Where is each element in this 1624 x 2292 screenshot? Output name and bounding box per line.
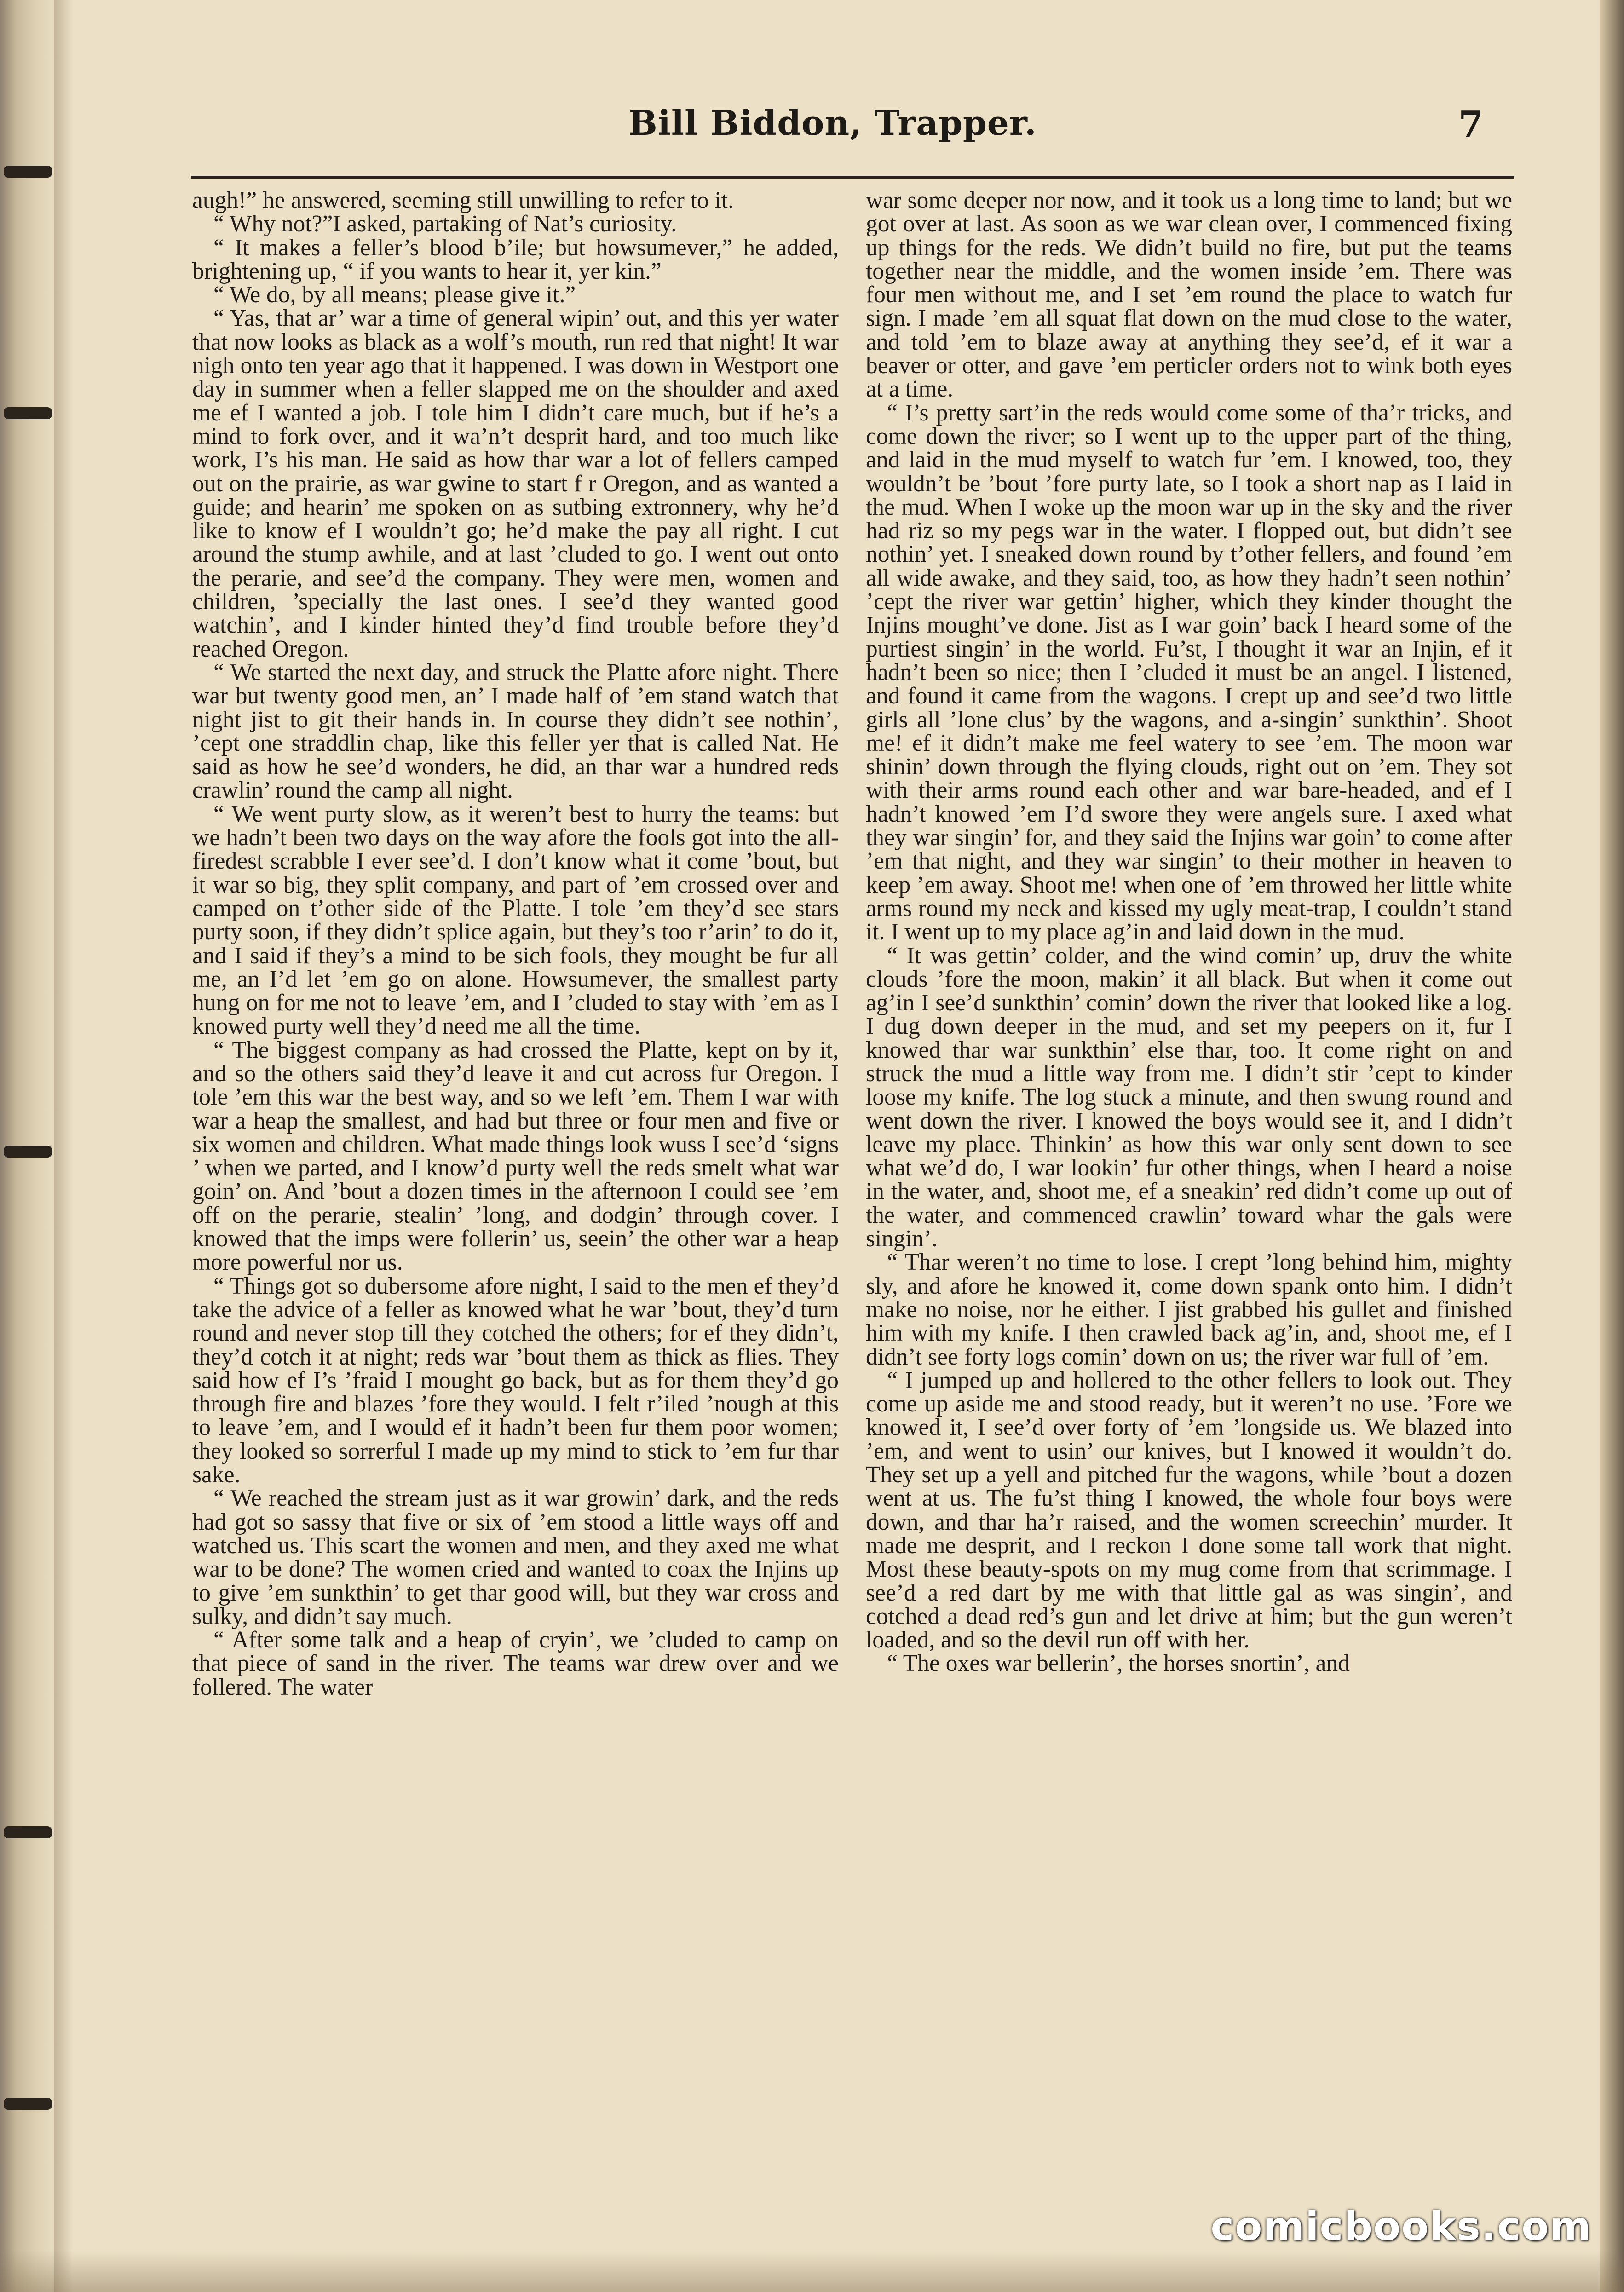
paragraph: “ Thar weren’t no time to lose. I crept ’long behind him, mighty sly, and afore he knowed it, come down spank onto him. I didn’t make no noise, nor he either. I jist grabbed his gullet and finished him with my knife. I then crawled back ag’in, and, shoot me, ef I didn’t see forty logs comin’ down on us; the river war full of ’em.	[866, 1249, 1512, 1370]
paragraph: “ The biggest company as had crossed the Platte, kept on by it, and so the others said they’d leave it and cut across fur Oregon. I tole ’em this war the best way, and so we left ’em. Them I war with war a heap the smallest, and had but three or four men and five or six women and children. What made things look wuss I see’d ‘signs ’ when we parted, and I know’d purty well the reds smelt what war goin’ on. And ’bout a dozen times in the afternoon I could see ’em off on the perarie, stealin’ ’long, and dodgin’ through cover. I knowed that the imps were follerin’ us, seein’ the other war a heap more powerful nor us.	[192, 1037, 839, 1276]
paragraph: “ Things got so dubersome afore night, I said to the men ef they’d take the advice of a feller as knowed what he war ’bout, they’d turn round and never stop till they cotched the others; for ef they didn’t, they’d cotch it at night; reds war ’bout them as thick as flies. They said how ef I’s ’fraid I mought go back, but as for them they’d go through fire and blazes ’fore they would. I felt r’iled ’nough at this to leave ’em, and I would ef it hadn’t been fur them poor women; they looked so sorrerful I made up my mind to stick to ’em fur thar sake.	[192, 1273, 839, 1488]
binding-staple	[4, 166, 52, 178]
paragraph: augh!” he answered, seeming still unwilling to refer to it.	[192, 189, 734, 213]
paragraph: “ Why not?”I asked, partaking of Nat’s curiosity.	[213, 211, 677, 237]
binding-staple	[4, 1826, 52, 1838]
text-column-right	[866, 189, 1512, 2144]
paragraph: “ We went purty slow, as it weren’t best to hurry the teams: but we hadn’t been two days on the way afore the fools got into the all-firedest scrabble I ever see’d. I don’t know what it come ’bout, but it war so big, they split company, and part of ’em crossed over and camped on t’other side of the Platte. I tole ’em they’d see stars purty soon, if they didn’t splice again, but they’s too r’arin’ to do it, and I said if they’s a mind to be sich fools, they mought be fur all me, an I’d let ’em go on alone. Howsumever, the smallest party hung on for me not to leave ’em, and I ’cluded to stay with ’em as I knowed purty well they’d need me all the time.	[192, 800, 839, 1040]
paragraph: “ We do, by all means; please give it.”	[213, 282, 576, 308]
binding-staple	[4, 1146, 52, 1158]
text-column-left	[192, 189, 839, 2144]
page-bottom-shade	[0, 2251, 1624, 2292]
paragraph: “ After some talk and a heap of cryin’, we ’cluded to camp on that piece of sand in the river. The teams war drew over and we follered. The water	[192, 1627, 839, 1700]
header-rule	[191, 176, 1514, 179]
paragraph: “ I jumped up and hollered to the other fellers to look out. They come up aside me and stood ready, but it weren’t no use. ’Fore we knowed it, I see’d over forty of ’em ’longside us. We blazed into ’em, and went to usin’ our knives, but I knowed it wouldn’t do. They set up a yell and pitched fur the wagons, while ’bout a dozen went at us. The fu’st thing I knowed, the whole four boys were down, and thar ha’r raised, and the women screechin’ murder. It made me desprit, and I reckon I done some tall work that night. Most these beauty-spots on my mug come from that scrimmage. I see’d a red dart by me with that little gal as was singin’, and cotched a dead red’s gun and let drive at him; but the gun weren’t loaded, and so the devil run off with her.	[866, 1367, 1512, 1653]
binding-staple	[4, 2098, 52, 2110]
paragraph: “ It was gettin’ colder, and the wind comin’ up, druv the white clouds ’fore the moon, makin’ it all black. But when it come out ag’in I see’d sunkthin’ comin’ down the river that looked like a log. I dug down deeper in the mud, and set my peepers on it, fur I knowed thar war sunkthin’ else thar, too. It come right on and struck the mud a little way from me. I didn’t stir ’cept to kinder loose my knife. The log stuck a minute, and then swung round and went down the river. I knowed the boys would see it, and I didn’t leave my place. Thinkin’ as how this war only sent down to see what we’d do, I war lookin’ fur other things, when I heard a noise in the water, and, shoot me, ef a sneakin’ red didn’t come up out of the water, and commenced crawlin’ toward whar the gals were singin’.	[866, 942, 1512, 1252]
paragraph: “ The oxes war bellerin’, the horses snortin’, and	[887, 1650, 1350, 1677]
page-number: 7	[1458, 104, 1484, 145]
binding-staple	[4, 407, 52, 419]
paragraph: “ It makes a feller’s blood b’ile; but howsumever,” he added, brightening up, “ if you wants to hear it, yer kin.”	[192, 234, 839, 284]
paragraph: “ We reached the stream just as it war growin’ dark, and the reds had got so sassy that five or six of ’em stood a little ways off and watched us. This scart the women and men, and they axed me what war to be done? The women cried and wanted to coax the Injins up to give ’em sunkthin’ to get thar good will, but they war cross and sulky, and didn’t say much.	[192, 1485, 839, 1630]
paragraph: war some deeper nor now, and it took us a long time to land; but we got over at last. As soon as we war clean over, I commenced fixing up things for the reds. We didn’t build no fire, but put the teams together near the middle, and the women inside ’em. There was four men without me, and I set ’em round the place to watch fur sign. I made ’em all squat flat down on the mud close to the water, and told ’em to blaze away at anything they see’d, ef it war a beaver or otter, and gave ’em perticler orders not to wink both eyes at a time.	[866, 189, 1512, 403]
paragraph: “ Yas, that ar’ war a time of general wipin’ out, and this yer water that now looks as black as a wolf’s mouth, run red that night! It war nigh onto ten year ago that it happened. I was down in Westport one day in summer when a feller slapped me on the shoulder and axed me ef I wanted a job. I tole him I didn’t care much, but if he’s a mind to fork over, and it wa’n’t desprit hard, and too much like work, I’s his man. He said as how thar war a lot of fellers camped out on the prairie, as war gwine to start f r Oregon, and as wanted a guide; and hearin’ me spoken on as sutbing extronnery, why he’d like to know ef I wouldn’t go; he’d make the pay all right. I cut around the stump awhile, and at last ’cluded to go. I went out onto the perarie, and see’d the company. They were men, women and children, ’specially the last ones. I see’d they wanted good watchin’, and I kinder hinted they’d find trouble before they’d reached Oregon.	[192, 305, 839, 662]
paragraph: “ We started the next day, and struck the Platte afore night. There war but twenty good men, an’ I made half of ’em stand watch that night jist to git their hands in. In course they didn’t see nothin’, ’cept one straddlin chap, like this feller yer that is called Nat. He said as how he see’d wonders, he did, an thar war a hundred reds crawlin’ round the camp all night.	[192, 659, 839, 804]
site-watermark: comicbooks.com	[1210, 2204, 1592, 2250]
running-title: Bill Biddon, Trapper.	[628, 104, 1037, 143]
gutter-shadow	[54, 0, 73, 2292]
page-right-edge	[1600, 0, 1624, 2292]
paragraph: “ I’s pretty sart’in the reds would come some of tha’r tricks, and come down the river; so I went up to the upper part of the thing, and laid in the mud myself to watch fur ’em. I knowed, too, they wouldn’t be ’bout ’fore purty late, so I took a short nap as I laid in the mud. When I woke up the moon war up in the sky and the river had riz so my pegs war in the water. I flopped out, but didn’t see nothin’ yet. I sneaked down round by t’other fellers, and found ’em all wide awake, and they said, too, as how they hadn’t seen nothin’ ’cept the river war gettin’ higher, which they kinder thought the Injins mought’ve done. Jist as I war goin’ back I heard some of the purtiest singin’ in the world. Fu’st, I thought it war an Injin, ef it hadn’t been so nice; then I ’cluded it must be an angel. I listened, and found it came from the wagons. I crept up and see’d two little girls all ’lone clus’ by the wagons, and a-singin’ sunkthin’. Shoot me! ef it didn’t make me feel watery to see ’em. The moon war shinin’ down through the flying clouds, right out on ’em. They sot with their arms round each other and war bare-headed, and ef I hadn’t knowed ’em I’d swore they were angels sure. I axed what they war singin’ for, and they said the Injins war goin’ to come after ’em that night, and they war singin’ to their mother in heaven to keep ’em away. Shoot me! when one of ’em throwed her little white arms round my neck and kissed my ugly meat-trap, I couldn’t stand it. I went up to my place ag’in and laid down in the mud.	[866, 399, 1512, 945]
